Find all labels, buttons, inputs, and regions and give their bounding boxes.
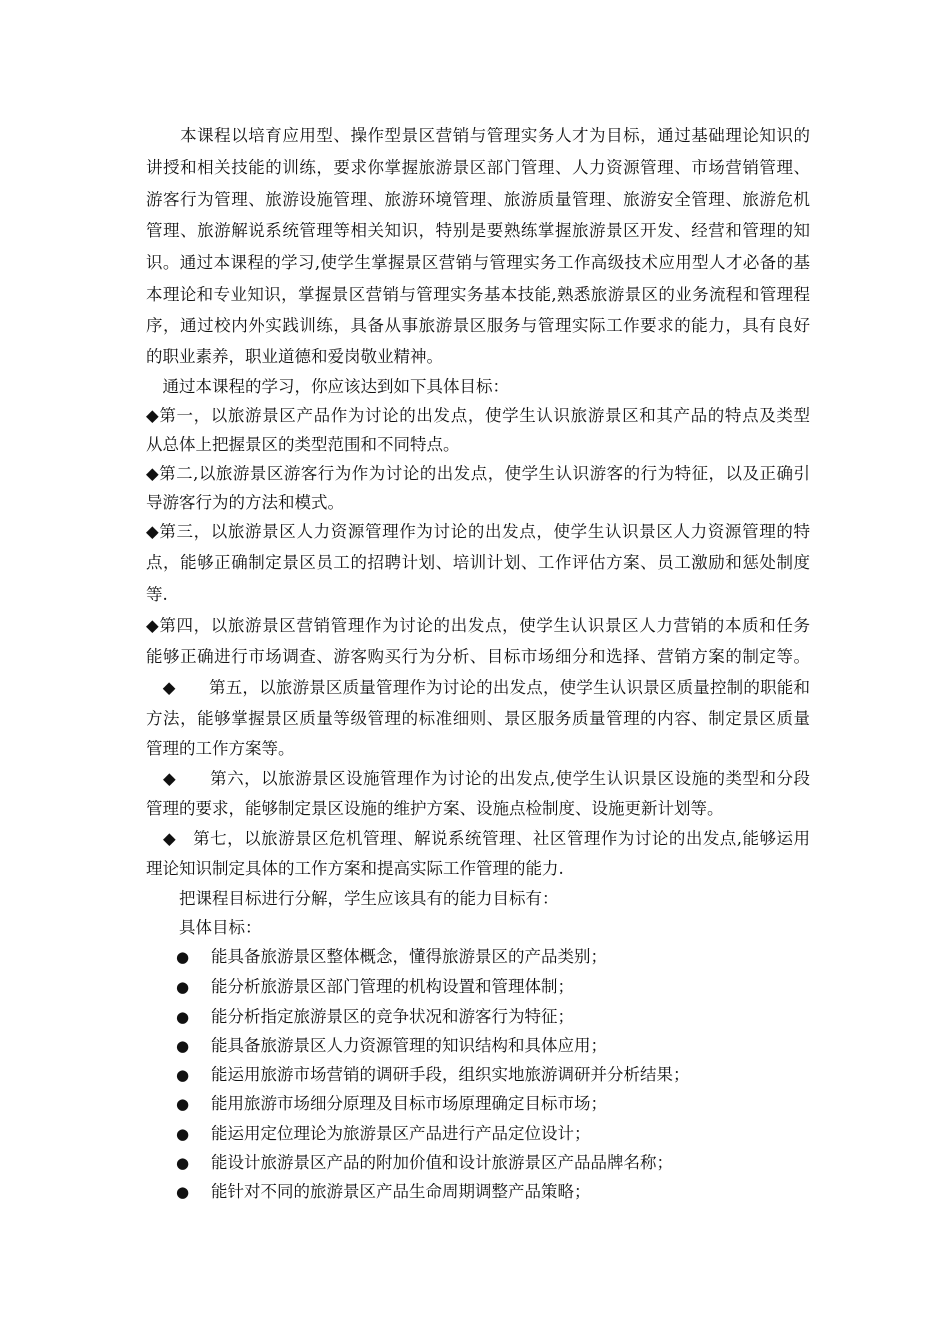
bullet-icon: ● — [176, 1008, 190, 1026]
intro-line: 本课程以培育应用型、操作型景区营销与管理实务人才为目标，通过基础理论知识的 — [146, 126, 810, 145]
ability-item: 能具备旅游景区人力资源管理的知识结构和具体应用； — [211, 1036, 607, 1055]
bullet-icon: ● — [176, 1095, 190, 1113]
bullet-icon: ● — [176, 948, 190, 966]
bullet-icon: ● — [176, 1154, 190, 1172]
intro-line: 讲授和相关技能的训练，要求你掌握旅游景区部门管理、人力资源管理、市场营销管理、 — [146, 158, 810, 177]
bullet-icon: ● — [176, 1183, 190, 1201]
intro-line: 本理论和专业知识，掌握景区营销与管理实务基本技能,熟悉旅游景区的业务流程和管理程 — [146, 285, 810, 304]
ability-item: 能针对不同的旅游景区产品生命周期调整产品策略； — [211, 1182, 591, 1201]
goal-line: 管理的要求，能够制定景区设施的维护方案、设施点检制度、设施更新计划等。 — [146, 799, 724, 818]
goal-line: ◆ 第五，以旅游景区质量管理作为讨论的出发点，使学生认识景区质量控制的职能和 — [146, 678, 810, 697]
goal-line: 从总体上把握景区的类型范围和不同特点。 — [146, 435, 460, 454]
specific-heading: 具体目标： — [146, 918, 262, 937]
ability-heading: 把课程目标进行分解，学生应该具有的能力目标有： — [146, 889, 559, 908]
intro-line: 序，通过校内外实践训练，具备从事旅游景区服务与管理实际工作要求的能力，具有良好 — [146, 316, 810, 335]
goal-line: 方法，能够掌握景区质量等级管理的标准细则、景区服务质量管理的内容、制定景区质量 — [146, 709, 810, 728]
goal-line: ◆ 第六，以旅游景区设施管理作为讨论的出发点,使学生认识景区设施的类型和分段 — [146, 769, 810, 788]
goal-line: 导游客行为的方法和模式。 — [146, 493, 344, 512]
goal-line: 点，能够正确制定景区员工的招聘计划、培训计划、工作评估方案、员工激励和惩处制度 — [146, 553, 810, 572]
bullet-icon: ● — [176, 978, 190, 996]
ability-item: 能分析指定旅游景区的竞争状况和游客行为特征； — [211, 1007, 574, 1026]
goal-line: ◆第四，以旅游景区营销管理作为讨论的出发点，使学生认识景区人力营销的本质和任务 — [146, 616, 810, 635]
goal-line: 理论知识制定具体的工作方案和提高实际工作管理的能力. — [146, 859, 564, 878]
goal-line: ◆第一，以旅游景区产品作为讨论的出发点，使学生认识旅游景区和其产品的特点及类型 — [146, 406, 810, 425]
goal-line: ◆第二,以旅游景区游客行为作为讨论的出发点，使学生认识游客的行为特征，以及正确引 — [146, 464, 810, 483]
goals-heading: 通过本课程的学习，你应该达到如下具体目标： — [146, 377, 509, 396]
intro-line: 管理、旅游解说系统管理等相关知识，特别是要熟练掌握旅游景区开发、经营和管理的知 — [146, 221, 810, 240]
goal-line: ◆ 第七，以旅游景区危机管理、解说系统管理、社区管理作为讨论的出发点,能够运用 — [146, 829, 810, 848]
intro-line: 的职业素养，职业道德和爱岗敬业精神。 — [146, 347, 443, 366]
bullet-icon: ● — [176, 1125, 190, 1143]
goal-line: ◆第三，以旅游景区人力资源管理作为讨论的出发点，使学生认识景区人力资源管理的特 — [146, 522, 810, 541]
ability-item: 能运用旅游市场营销的调研手段，组织实地旅游调研并分析结果； — [211, 1065, 690, 1084]
intro-line: 游客行为管理、旅游设施管理、旅游环境管理、旅游质量管理、旅游安全管理、旅游危机 — [146, 190, 810, 209]
ability-item: 能分析旅游景区部门管理的机构设置和管理体制； — [211, 977, 574, 996]
goal-line: 管理的工作方案等。 — [146, 739, 295, 758]
ability-item: 能运用定位理论为旅游景区产品进行产品定位设计； — [211, 1124, 591, 1143]
intro-line: 识。通过本课程的学习,使学生掌握景区营销与管理实务工作高级技术应用型人才必备的基 — [146, 253, 810, 272]
ability-item: 能具备旅游景区整体概念，懂得旅游景区的产品类别； — [211, 947, 607, 966]
bullet-icon: ● — [176, 1037, 190, 1055]
ability-item: 能用旅游市场细分原理及目标市场原理确定目标市场； — [211, 1094, 607, 1113]
bullet-icon: ● — [176, 1066, 190, 1084]
ability-item: 能设计旅游景区产品的附加价值和设计旅游景区产品品牌名称； — [211, 1153, 673, 1172]
goal-line: 等. — [146, 585, 168, 604]
goal-line: 能够正确进行市场调查、游客购买行为分析、目标市场细分和选择、营销方案的制定等。 — [146, 647, 810, 666]
